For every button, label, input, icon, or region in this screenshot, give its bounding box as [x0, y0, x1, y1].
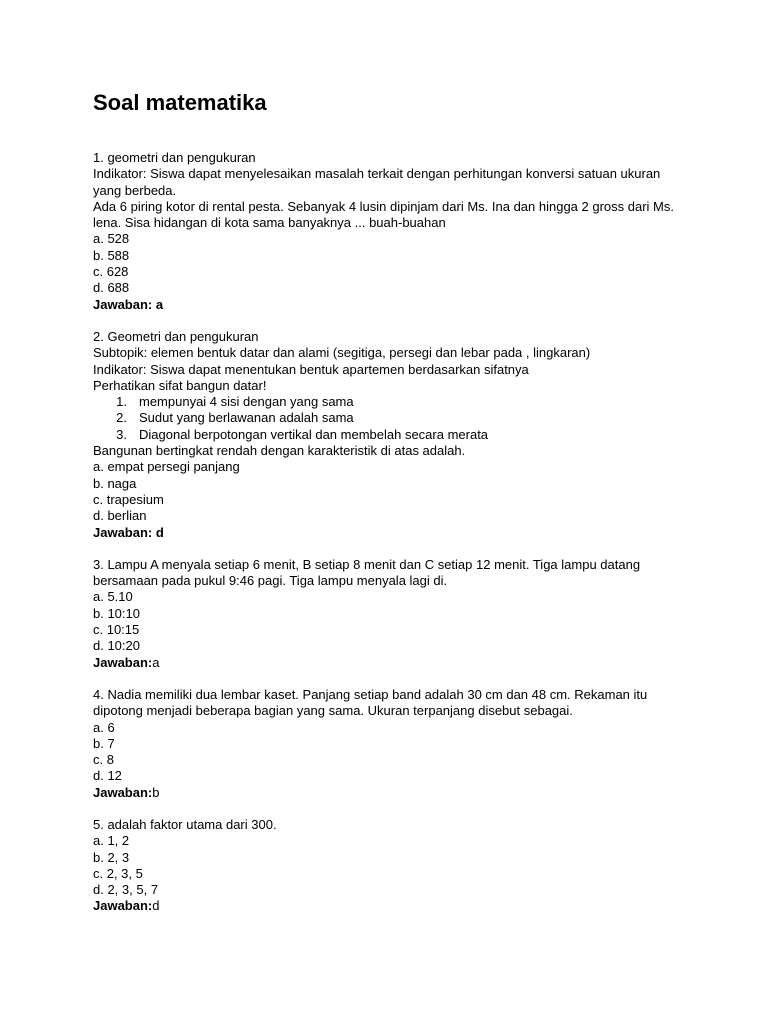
question-3-option-a: a. 5.10 — [93, 589, 133, 605]
question-1 — [93, 150, 688, 313]
question-2 — [93, 329, 688, 541]
question-2-properties-list — [93, 394, 688, 443]
list-item-number: 2. — [116, 410, 127, 426]
answer-value: b — [152, 784, 160, 800]
question-3-answer — [93, 655, 688, 671]
question-4 — [93, 687, 688, 801]
question-3-option-d: d. 10:20 — [93, 638, 140, 654]
question-2-instruction: Perhatikan sifat bangun datar! — [93, 377, 267, 393]
question-1-option-d: d. 688 — [93, 280, 130, 296]
answer-label: Jawaban: — [93, 654, 153, 670]
question-2-text: Bangunan bertingkat rendah dengan karakteristik di atas adalah. — [93, 443, 466, 459]
question-4-text: 4. Nadia memiliki dua lembar kaset. Panjang setiap band adalah 30 cm dan 48 cm. Rekaman itu dipotong menjadi beberapa bagian yang sama. Ukuran terpanjang disebut sebagai. — [93, 686, 651, 719]
list-item-text: mempunyai 4 sisi dengan yang sama — [139, 394, 354, 410]
list-item-text: Sudut yang berlawanan adalah sama — [139, 410, 354, 426]
question-5 — [93, 817, 688, 915]
question-5-text: 5. adalah faktor utama dari 300. — [93, 816, 277, 832]
question-2-subtopic: Subtopik: elemen bentuk datar dan alami (segitiga, persegi dan lebar pada , lingkaran) — [93, 345, 591, 361]
question-1-option-a: a. 528 — [93, 231, 130, 247]
question-1-option-c: c. 628 — [93, 264, 129, 280]
answer-value: d — [152, 898, 160, 914]
question-3-option-c: c. 10:15 — [93, 622, 140, 638]
question-2-indicator: Indikator: Siswa dapat menentukan bentuk apartemen berdasarkan sifatnya — [93, 361, 529, 377]
answer-value: a — [152, 654, 160, 670]
question-1-indicator: Indikator: Siswa dapat menyelesaikan masalah terkait dengan perhitungan konversi satuan ukuran yang berbeda. — [93, 166, 664, 198]
list-item — [93, 427, 688, 443]
question-5-option-b: b. 2, 3 — [93, 849, 130, 865]
question-2-option-c: c. trapesium — [93, 491, 164, 507]
question-2-option-a: a. empat persegi panjang — [93, 459, 240, 475]
list-item — [93, 410, 688, 426]
question-4-option-a: a. 6 — [93, 719, 115, 735]
list-item-text: Diagonal berpotongan vertikal dan membelah secara merata — [139, 426, 489, 442]
list-item-number: 3. — [116, 426, 127, 442]
page-title: Soal matematika — [93, 90, 267, 115]
list-item-number: 1. — [116, 394, 127, 410]
question-5-option-d: d. 2, 3, 5, 7 — [93, 882, 159, 898]
question-1-answer: Jawaban: a — [93, 296, 164, 312]
question-5-option-a: a. 1, 2 — [93, 833, 130, 849]
question-3 — [93, 557, 688, 671]
list-item — [93, 394, 688, 410]
question-1-option-b: b. 588 — [93, 247, 130, 263]
question-4-option-c: c. 8 — [93, 752, 114, 768]
question-3-option-b: b. 10:10 — [93, 605, 140, 621]
question-3-text: 3. Lampu A menyala setiap 6 menit, B setiap 8 menit dan C setiap 12 menit. Tiga lampu datang bersamaan pada pukul 9:46 pagi. Tiga lampu menyala lagi di. — [93, 556, 644, 589]
question-4-option-d: d. 12 — [93, 768, 122, 784]
question-5-option-c: c. 2, 3, 5 — [93, 865, 143, 881]
question-2-option-b: b. naga — [93, 475, 137, 491]
answer-label: Jawaban: — [93, 898, 153, 914]
question-2-answer: Jawaban: d — [93, 524, 164, 540]
question-2-topic: 2. Geometri dan pengukuran — [93, 328, 259, 344]
question-5-answer — [93, 898, 688, 914]
question-4-option-b: b. 7 — [93, 735, 115, 751]
question-1-topic: 1. geometri dan pengukuran — [93, 150, 256, 165]
answer-label: Jawaban: — [93, 784, 153, 800]
question-2-option-d: d. berlian — [93, 508, 147, 524]
question-1-text: Ada 6 piring kotor di rental pesta. Sebanyak 4 lusin dipinjam dari Ms. Ina dan hingga 2 gross dari Ms. lena. Sisa hidangan di kota sama banyaknya ... buah-buahan — [93, 198, 678, 231]
question-4-answer — [93, 785, 688, 801]
